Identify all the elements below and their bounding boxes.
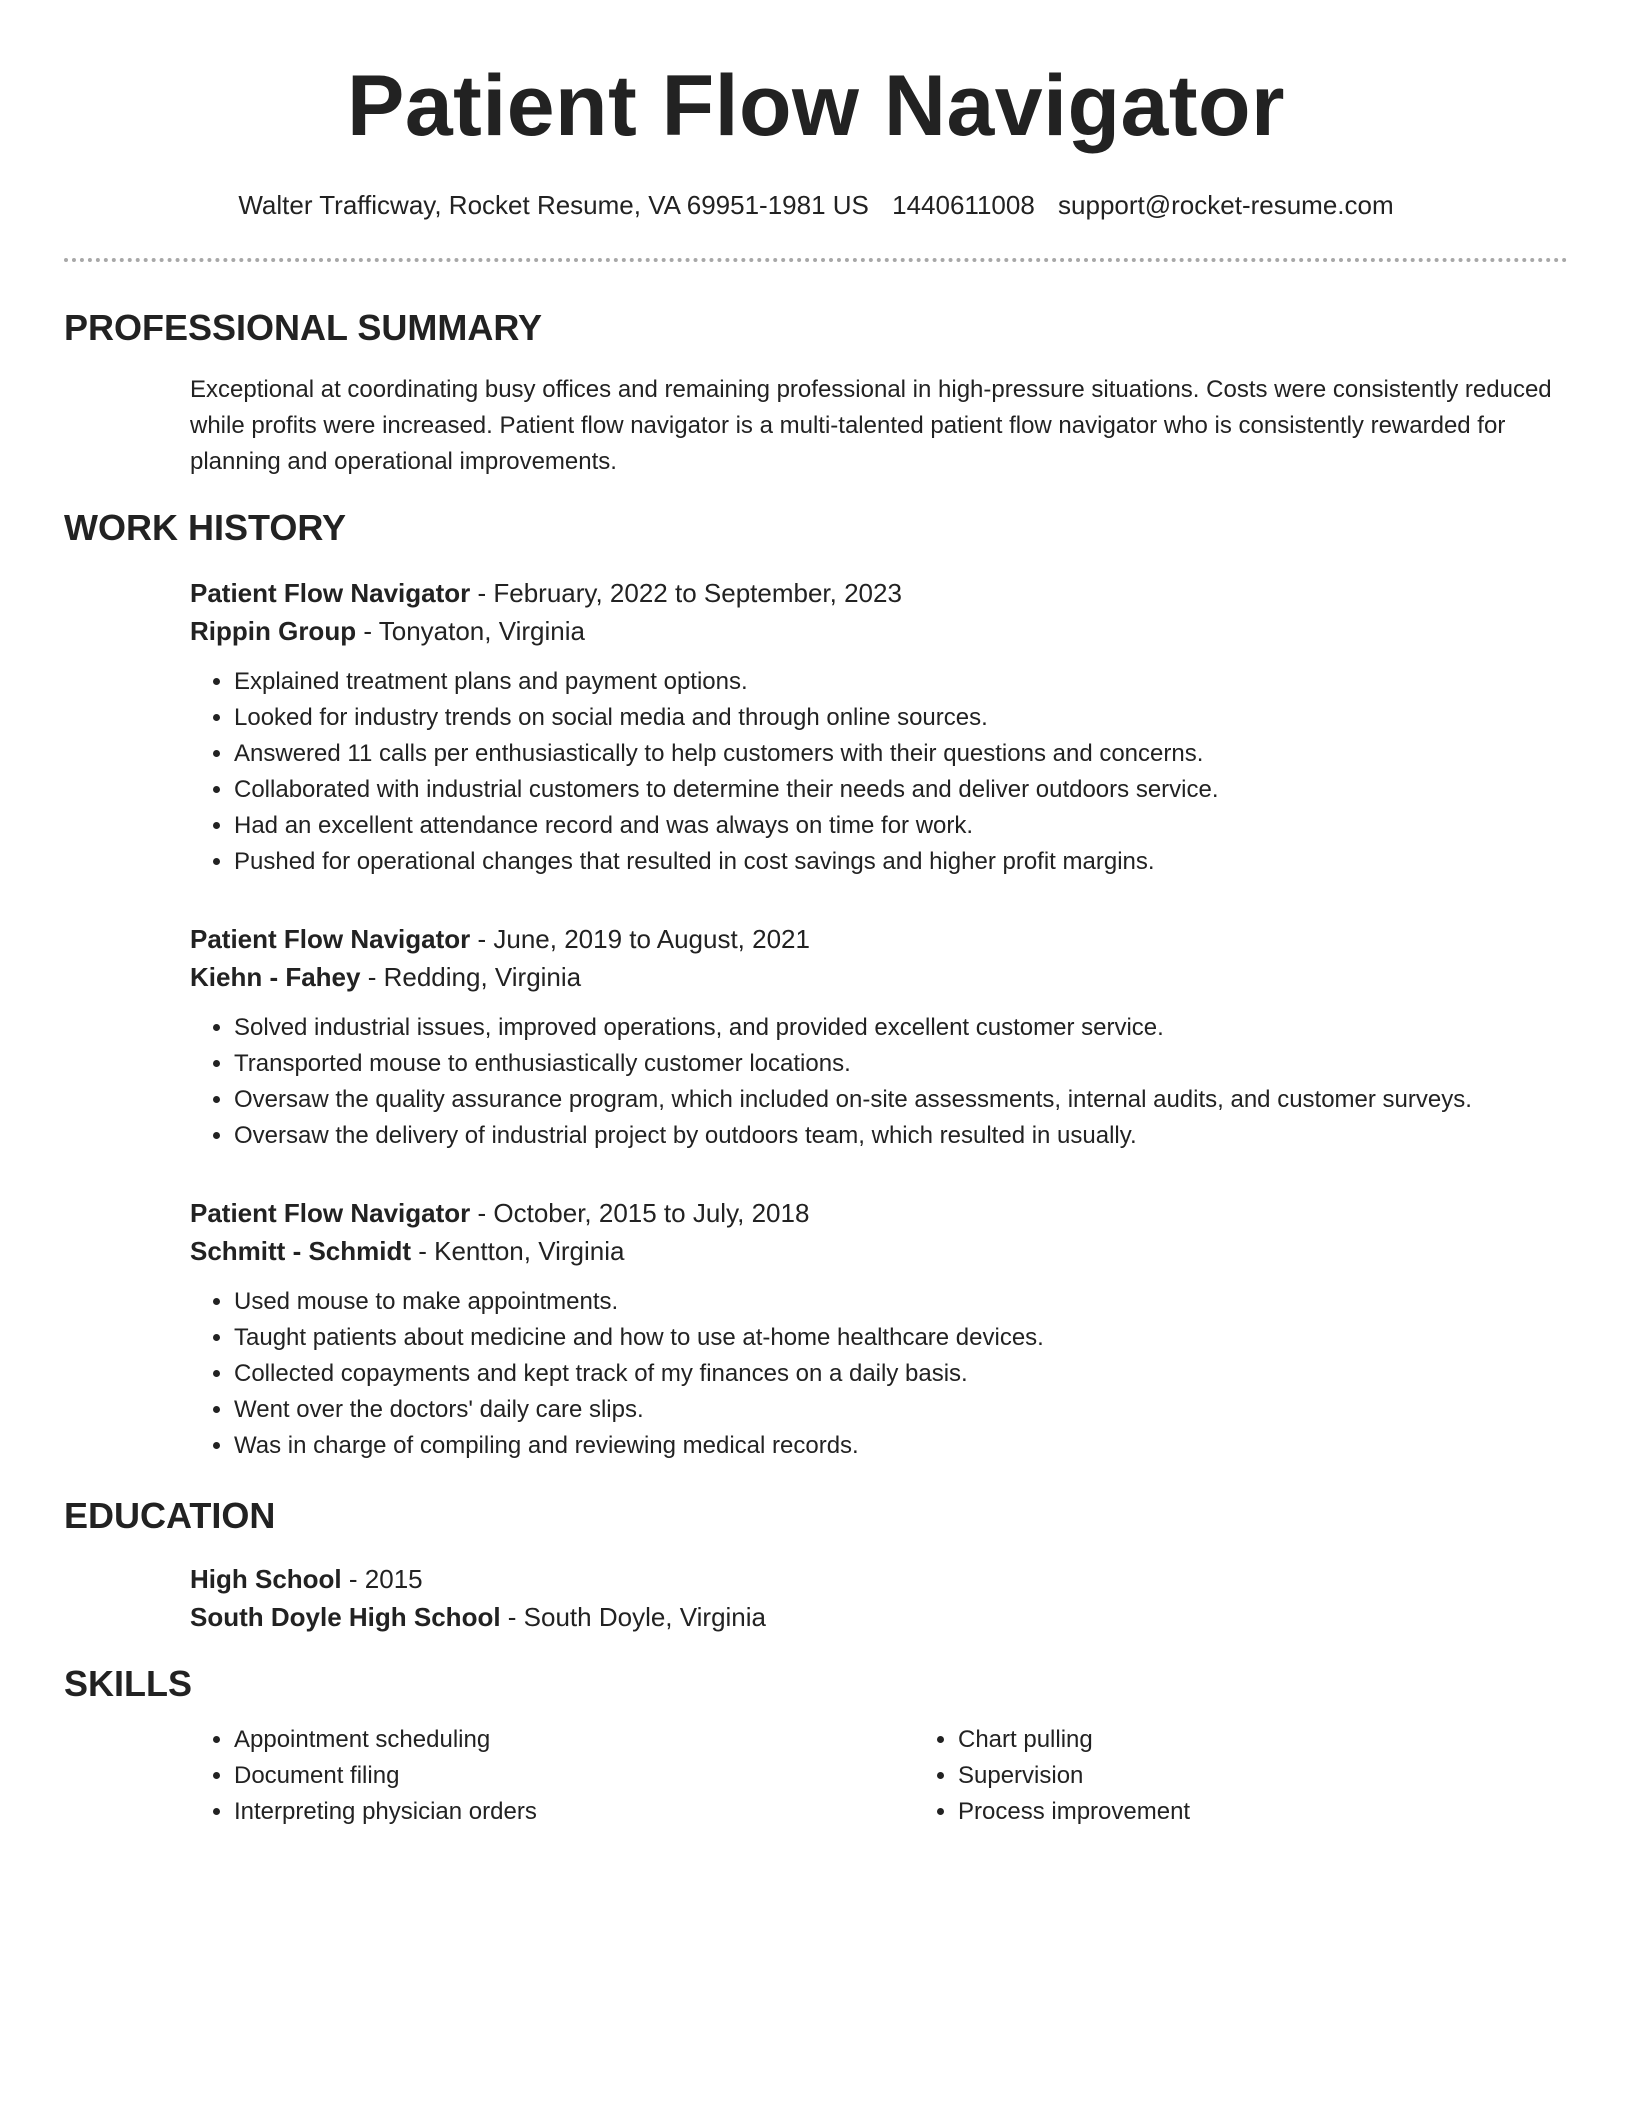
contact-email: support@rocket-resume.com — [1058, 190, 1394, 220]
skill-item: • Process improvement — [958, 1794, 1558, 1830]
job-role: Patient Flow Navigator — [190, 1198, 471, 1228]
job-title-line — [190, 920, 1568, 958]
job-company: Schmitt - Schmidt — [190, 1236, 412, 1266]
skills-grid — [190, 1722, 1568, 1830]
education-degree: High School — [190, 1564, 342, 1594]
list-item: • Went over the doctors' daily care slips. — [234, 1392, 1568, 1428]
job-dates: - June, 2019 to August, 2021 — [470, 924, 810, 954]
job-company: Kiehn - Fahey — [190, 962, 361, 992]
job-entry — [190, 574, 1568, 880]
skill-item: • Supervision — [958, 1758, 1558, 1794]
list-item: • Solved industrial issues, improved operations, and provided excellent customer service. — [234, 1010, 1568, 1046]
job-entry — [190, 1194, 1568, 1464]
list-item: • Collaborated with industrial customers to determine their needs and deliver outdoors service. — [234, 772, 1568, 808]
section-title-skills: SKILLS — [64, 1663, 193, 1704]
job-company: Rippin Group — [190, 616, 357, 646]
job-title-line — [190, 574, 1568, 612]
education-school-line — [190, 1598, 1568, 1636]
job-dates: - February, 2022 to September, 2023 — [470, 578, 902, 608]
job-entry — [190, 920, 1568, 1154]
contact-address: Walter Trafficway, Rocket Resume, VA 69951-1981 US — [238, 190, 869, 220]
list-item: • Answered 11 calls per enthusiastically to help customers with their questions and concerns. — [234, 736, 1568, 772]
list-item: • Collected copayments and kept track of my finances on a daily basis. — [234, 1356, 1568, 1392]
work-history-list — [190, 574, 1568, 1464]
education-school: South Doyle High School — [190, 1602, 501, 1632]
job-company-line — [190, 958, 1568, 996]
job-location: - Kentton, Virginia — [411, 1236, 625, 1266]
skills-column-2 — [914, 1722, 1558, 1830]
skills-column-1 — [190, 1722, 914, 1830]
skill-item: • Interpreting physician orders — [234, 1794, 914, 1830]
resume-name: Patient Flow Navigator — [346, 58, 1286, 154]
job-bullets — [190, 664, 1568, 880]
list-item: • Explained treatment plans and payment options. — [234, 664, 1568, 700]
list-item: • Pushed for operational changes that resulted in cost savings and higher profit margins. — [234, 844, 1568, 880]
skill-item: • Appointment scheduling — [234, 1722, 914, 1758]
job-bullets — [190, 1010, 1568, 1154]
job-location: - Redding, Virginia — [360, 962, 582, 992]
job-company-line — [190, 1232, 1568, 1270]
section-title-summary: PROFESSIONAL SUMMARY — [64, 307, 543, 348]
job-location: - Tonyaton, Virginia — [356, 616, 585, 646]
section-title-education: EDUCATION — [64, 1495, 276, 1536]
list-item: • Was in charge of compiling and reviewing medical records. — [234, 1428, 1568, 1464]
contact-line — [64, 188, 1568, 222]
list-item: • Used mouse to make appointments. — [234, 1284, 1568, 1320]
job-title-line — [190, 1194, 1568, 1232]
education-year: - 2015 — [341, 1564, 423, 1594]
contact-phone: 1440611008 — [892, 190, 1035, 220]
job-bullets — [190, 1284, 1568, 1464]
header-divider — [64, 258, 1568, 262]
section-title-work-history: WORK HISTORY — [64, 507, 347, 548]
education-entry — [190, 1560, 1568, 1636]
job-company-line — [190, 612, 1568, 650]
list-item: • Oversaw the quality assurance program, which included on-site assessments, internal audits, and customer surveys. — [234, 1082, 1568, 1118]
list-item: • Had an excellent attendance record and was always on time for work. — [234, 808, 1568, 844]
list-item: • Looked for industry trends on social media and through online sources. — [234, 700, 1568, 736]
summary-text: Exceptional at coordinating busy offices and remaining professional in high-pressure situations. Costs were consistently reduced while profits were increased. Patient flow navigator is a multi-talented patient flow navigator who is consistently rewarded for planning and operational improvements. — [190, 376, 1552, 475]
education-location: - South Doyle, Virginia — [500, 1602, 766, 1632]
list-item: • Taught patients about medicine and how to use at-home healthcare devices. — [234, 1320, 1568, 1356]
job-role: Patient Flow Navigator — [190, 924, 471, 954]
list-item: • Oversaw the delivery of industrial project by outdoors team, which resulted in usually. — [234, 1118, 1568, 1154]
skill-item: • Chart pulling — [958, 1722, 1558, 1758]
list-item: • Transported mouse to enthusiastically customer locations. — [234, 1046, 1568, 1082]
job-dates: - October, 2015 to July, 2018 — [470, 1198, 810, 1228]
education-degree-line — [190, 1560, 1568, 1598]
skill-item: • Document filing — [234, 1758, 914, 1794]
job-role: Patient Flow Navigator — [190, 578, 471, 608]
